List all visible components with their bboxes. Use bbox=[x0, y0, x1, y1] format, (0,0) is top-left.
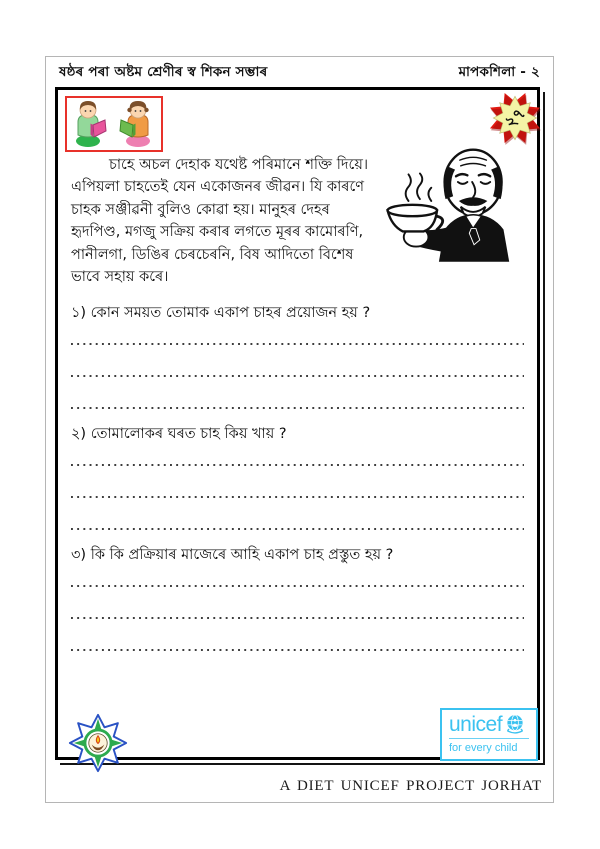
question-label: ১) কোন সময়ত তোমাক একাপ চাহৰ প্ৰয়োজন হয় ? bbox=[71, 304, 371, 321]
answer-dotted-line bbox=[71, 649, 524, 652]
sheet-border bbox=[45, 56, 554, 803]
answer-dotted-line bbox=[71, 528, 524, 531]
header-left-title: ষষ্ঠৰ পৰা অষ্টম শ্ৰেণীৰ স্ব শিকন সম্ভাৰ bbox=[59, 63, 268, 80]
unicef-divider bbox=[449, 738, 529, 739]
unicef-globe-icon bbox=[504, 713, 526, 735]
diet-logo bbox=[67, 712, 129, 774]
badge-number: ২৭ bbox=[500, 103, 529, 132]
questions-section bbox=[71, 302, 524, 652]
man-tea-icon bbox=[380, 140, 532, 262]
answer-dotted-line bbox=[71, 464, 524, 467]
content-box bbox=[55, 87, 540, 760]
answer-dotted-line bbox=[71, 375, 524, 378]
question-block bbox=[71, 423, 524, 531]
answer-dotted-line bbox=[71, 617, 524, 620]
answer-dotted-line bbox=[71, 585, 524, 588]
answer-dotted-line bbox=[71, 343, 524, 346]
page-number-badge bbox=[486, 88, 544, 148]
unicef-wordmark: unicef bbox=[449, 712, 503, 736]
question-block bbox=[71, 544, 524, 652]
intro-section bbox=[71, 154, 524, 289]
unicef-logo bbox=[440, 708, 538, 761]
question-block bbox=[71, 302, 524, 410]
footer-text: A DIET UNICEF PROJECT JORHAT bbox=[279, 778, 542, 794]
children-reading-illustration bbox=[65, 96, 163, 152]
answer-dotted-line bbox=[71, 407, 524, 410]
header-bar bbox=[46, 57, 553, 87]
diet-emblem-icon bbox=[67, 712, 129, 774]
header-right-label: মাপকশিলা - ২ bbox=[458, 63, 540, 80]
intro-paragraph: চাহে অচল দেহাক যথেষ্ট পৰিমানে শক্তি দিয়ে। এপিয়লা চাহতেই যেন একোজনৰ জীৱন। যি কাৰণে চাহক সঞ্জীৱনী বুলিও কোৱা হয়। মানুহৰ দেহৰ হৃদপিণ্ড, মগজু সক্ৰিয় কৰাৰ লগতে মূৰৰ কামোৰণি, পানীলগা, ডিঙিৰ চেৰচেৰনি, বিষ আদিতো বিশেষ ভাবে সহায় কৰে। bbox=[71, 157, 369, 286]
unicef-tagline: for every child bbox=[449, 742, 518, 754]
man-drinking-tea-illustration bbox=[380, 140, 532, 262]
answer-dotted-line bbox=[71, 496, 524, 499]
question-label: ৩) কি কি প্ৰক্ৰিয়াৰ মাজেৰে আহি একাপ চাহ প্ৰস্তুত হয় ? bbox=[71, 546, 394, 563]
question-label: ২) তোমালোকৰ ঘৰত চাহ কিয় খায় ? bbox=[71, 425, 287, 442]
children-reading-icon bbox=[67, 98, 161, 150]
